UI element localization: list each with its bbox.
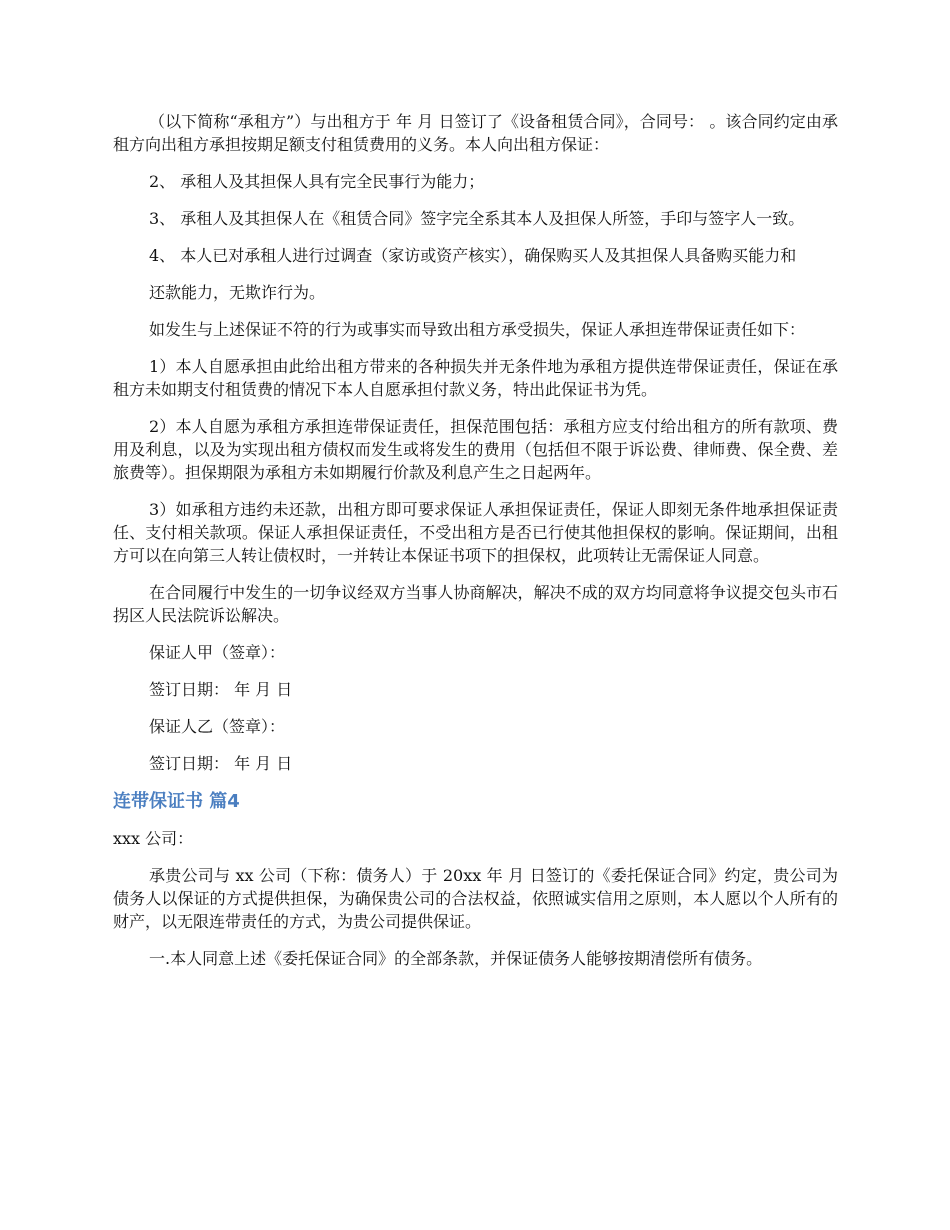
signature-guarantor-b: 保证人乙（签章）： [149,717,286,736]
signing-date-b: 签订日期： 年 月 日 [149,754,293,773]
paragraph-clause-1: 一.本人同意上述《委托保证合同》的全部条款，并保证债务人能够按期清偿所有债务。 [149,949,763,968]
signing-date-a: 签订日期： 年 月 日 [149,680,293,699]
signature-guarantor-a: 保证人甲（签章）： [149,643,286,662]
paragraph-liability-1: 1）本人自愿承担由此给出租方带来的各种损失并无条件地为承租方提供连带保证责任，保证在承租方未如期支付租赁费的情况下本人自愿承担付款义务，特出此保证书为凭。 [113,357,838,399]
paragraph-liability-intro: 如发生与上述保证不符的行为或事实而导致出租方承受损失，保证人承担连带保证责任如下： [149,320,806,339]
paragraph-liability-3: 3）如承租方违约未还款，出租方即可要求保证人承担保证责任，保证人即刻无条件地承担保证责任、支付相关款项。保证人承担保证责任，不受出租方是否已行使其他担保权的影响。保证期间，出租方可以在向第三人转让债权时，一并转让本保证书项下的担保权，此项转让无需保证人同意。 [113,500,838,565]
paragraph-guarantee-intro: （以下简称“承租方”）与出租方于 年 月 日签订了《设备租赁合同》，合同号： 。该合同约定由承租方向出租方承担按期足额支付租赁费用的义务。本人向出租方保证： [113,112,838,154]
paragraph-dispute-resolution: 在合同履行中发生的一切争议经双方当事人协商解决，解决不成的双方均同意将争议提交包头市石拐区人民法院诉讼解决。 [113,583,838,625]
paragraph-item-4: 4、 本人已对承租人进行过调查（家访或资产核实），确保购买人及其担保人具备购买能力和 [149,246,797,265]
paragraph-item-4-continued: 还款能力，无欺诈行为。 [149,283,326,302]
paragraph-liability-2: 2）本人自愿为承租方承担连带保证责任，担保范围包括：承租方应支付给出租方的所有款项、费用及利息，以及为实现出租方债权而发生或将发生的费用（包括但不限于诉讼费、律师费、保全费、差旅费等）。担保期限为承租方未如期履行价款及利息产生之日起两年。 [113,417,838,482]
paragraph-item-2: 2、 承租人及其担保人具有完全民事行为能力； [149,172,485,191]
paragraph-item-3: 3、 承租人及其担保人在《租赁合同》签字完全系其本人及担保人所签，手印与签字人一致。 [149,209,805,228]
section-heading: 连带保证书 篇4 [113,791,240,812]
salutation: xxx 公司： [113,829,194,848]
document-page [113,110,838,984]
paragraph-contract-background: 承贵公司与 xx 公司（下称：债务人）于 20xx 年 月 日签订的《委托保证合同》约定，贵公司为债务人以保证的方式提供担保，为确保贵公司的合法权益，依照诚实信用之原则，本人愿以个人所有的财产，以无限连带责任的方式，为贵公司提供保证。 [113,866,838,931]
